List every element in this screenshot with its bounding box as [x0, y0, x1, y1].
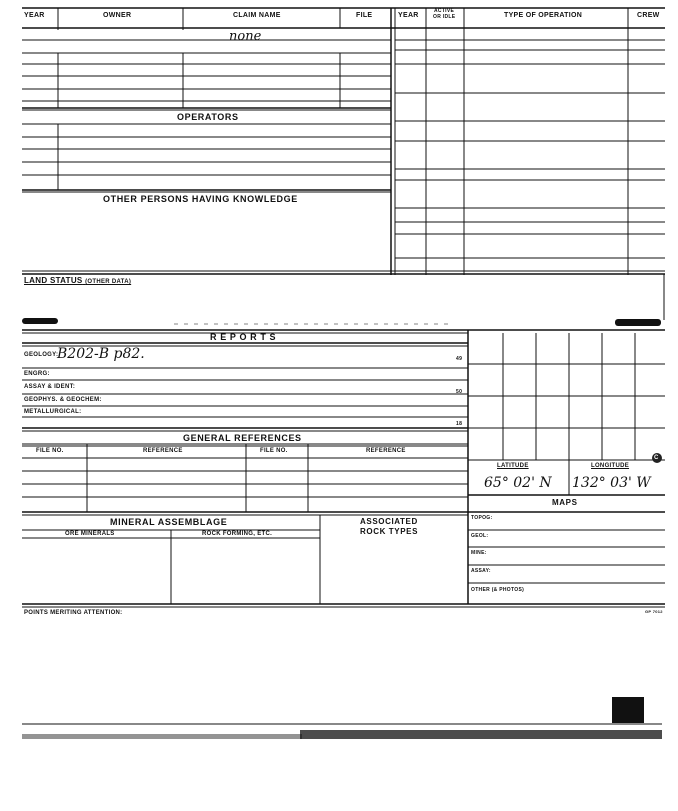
ref-file-no-header-2: FILE NO. — [260, 448, 288, 454]
ref-reference-header: REFERENCE — [143, 448, 183, 454]
header-year-2: YEAR — [398, 12, 419, 19]
geology-label: GEOLOGY: — [24, 352, 59, 358]
header-crew: CREW — [637, 12, 660, 19]
land-status-label — [24, 277, 131, 285]
reports-number-18: 18 — [456, 421, 463, 427]
header-active: ACTIVE — [434, 8, 455, 14]
maps-assay-label: ASSAY: — [471, 568, 491, 574]
ref-file-no-header: FILE NO. — [36, 448, 64, 454]
maps-other-label: OTHER (& PHOTOS) — [471, 587, 525, 593]
mineral-assemblage-heading: MINERAL ASSEMBLAGE — [110, 517, 228, 527]
ref-reference-header-2: REFERENCE — [366, 448, 406, 454]
ore-minerals-header: ORE MINERALS — [65, 531, 115, 537]
maps-geol-label: GEOL: — [471, 533, 489, 539]
geology-value: B202-B p82. — [57, 346, 145, 362]
land-status-subtitle: (OTHER DATA) — [85, 279, 132, 285]
circle-mark: C — [654, 455, 659, 461]
claim-name-value: none — [229, 29, 262, 44]
longitude-value: 132° 03' W — [572, 475, 651, 491]
points-meriting-attention: POINTS MERITING ATTENTION: — [24, 610, 123, 616]
metallurgical-label: METALLURGICAL: — [24, 409, 82, 415]
header-or-idle: OR IDLE — [433, 14, 456, 20]
other-persons-heading: OTHER PERSONS HAVING KNOWLEDGE — [103, 194, 298, 204]
header-owner: OWNER — [103, 12, 132, 19]
latitude-label: LATITUDE — [497, 463, 529, 469]
associated-heading: ASSOCIATED — [360, 517, 418, 526]
longitude-label: LONGITUDE — [591, 463, 630, 469]
header-file: FILE — [356, 12, 373, 19]
assay-label: ASSAY & IDENT: — [24, 384, 76, 390]
maps-mine-label: MINE: — [471, 550, 487, 556]
engrg-label: ENGRG: — [24, 371, 50, 377]
geophys-label: GEOPHYS. & GEOCHEM: — [24, 397, 102, 403]
operators-heading: OPERATORS — [177, 112, 239, 122]
header-claim-name: CLAIM NAME — [233, 12, 281, 19]
latitude-value: 65° 02' N — [484, 475, 552, 491]
rock-forming-header: ROCK FORMING, ETC. — [202, 531, 273, 537]
rock-types-heading: ROCK TYPES — [360, 527, 419, 536]
header-type-of-operation: TYPE OF OPERATION — [504, 12, 583, 19]
header-year: YEAR — [24, 12, 45, 19]
form-number: GP 7012 — [645, 609, 663, 614]
reports-heading: R E P O R T S — [210, 332, 277, 342]
maps-topog-label: TOPOG: — [471, 515, 493, 521]
reports-number-50: 50 — [456, 389, 463, 395]
reports-number-49: 49 — [456, 356, 463, 362]
maps-heading: MAPS — [552, 498, 578, 507]
land-status-title: LAND STATUS — [24, 276, 83, 285]
general-references-heading: GENERAL REFERENCES — [183, 433, 302, 443]
